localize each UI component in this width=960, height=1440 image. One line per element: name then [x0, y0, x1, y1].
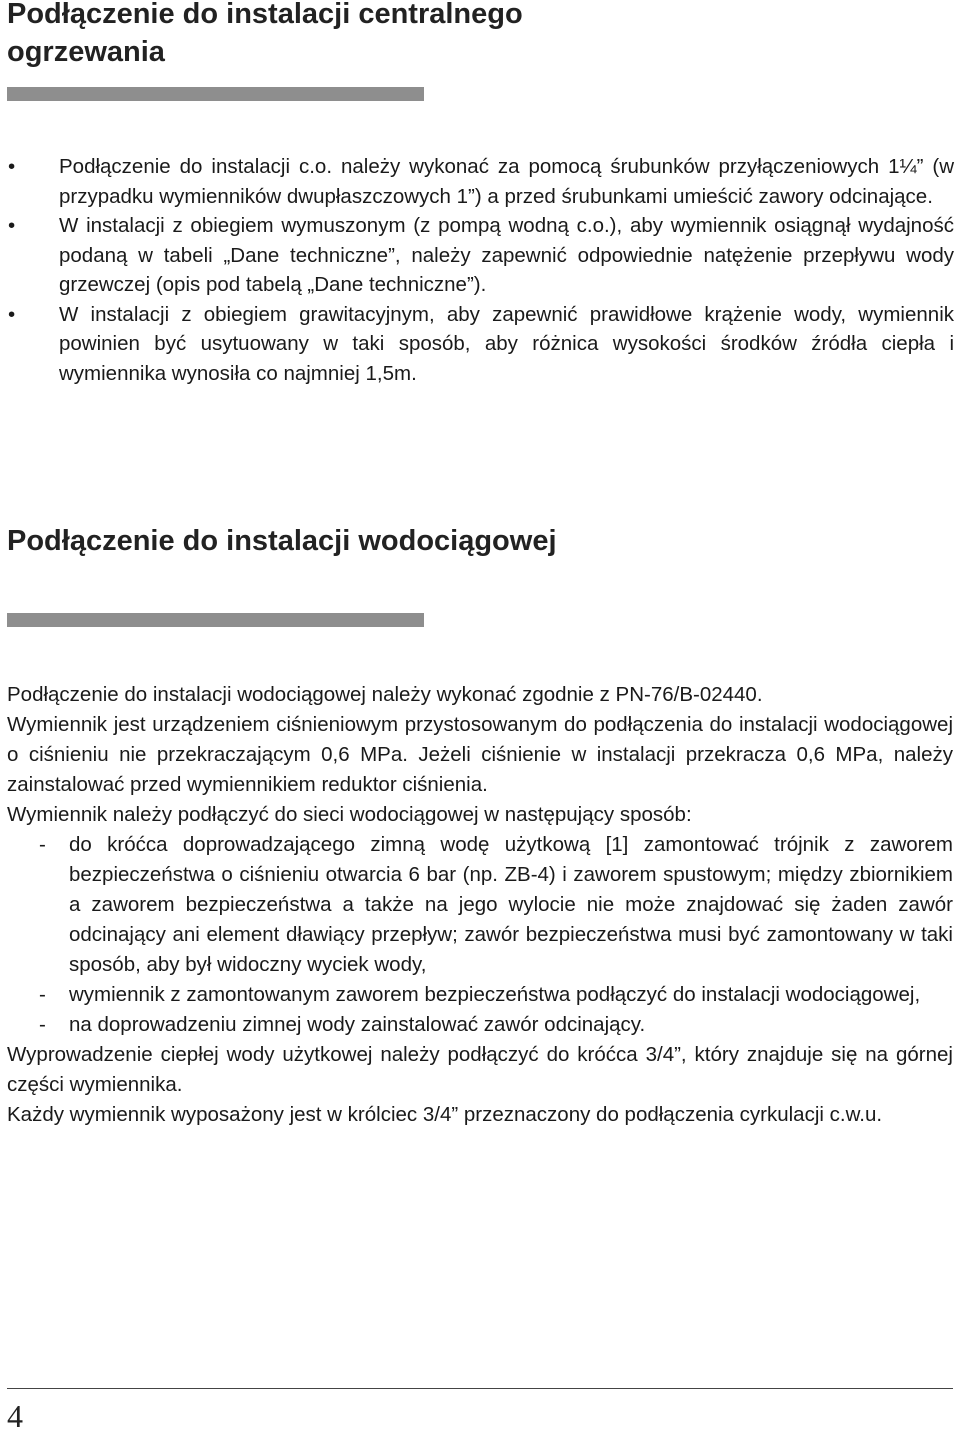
bullet-item: [0, 300, 960, 389]
page-number: 4: [7, 1398, 23, 1434]
list-item: [7, 830, 953, 980]
list-item-text: na doprowadzeniu zimnej wody zainstalować zawór odcinający.: [69, 1013, 646, 1036]
dash-list: [7, 830, 953, 1040]
paragraph: Wyprowadzenie ciepłej wody użytkowej należy podłączyć do króćca 3/4”, który znajduje się na górnej części wymiennika.: [7, 1043, 953, 1096]
section-body: [7, 680, 953, 1130]
footer-divider: [7, 1388, 953, 1389]
list-item: [7, 1010, 953, 1040]
paragraph: Wymiennik jest urządzeniem ciśnieniowym przystosowanym do podłączenia do instalacji wodociągowej o ciśnieniu nie przekraczającym 0,6 MPa. Jeżeli ciśnienie w instalacji przekracza 0,6 MPa, należy zainstalować przed wymiennikiem reduktor ciśnienia.: [7, 713, 953, 796]
list-item: [7, 980, 953, 1010]
section-title: Podłączenie do instalacji wodociągowej: [7, 525, 557, 557]
bullet-icon: •: [8, 155, 16, 178]
title-underline-bar: [7, 613, 424, 627]
list-item-text: wymiennik z zamontowanym zaworem bezpieczeństwa podłączyć do instalacji wodociągowej,: [69, 983, 921, 1006]
bullet-text: W instalacji z obiegiem wymuszonym (z pompą wodną c.o.), aby wymiennik osiągnął wydajność podaną w tabeli „Dane techniczne”, należy zapewnić odpowiednie natężenie przepływu wody grzewczej (opis pod tabelą „Dane techniczne”).: [59, 214, 954, 296]
paragraph: Wymiennik należy podłączyć do sieci wodociągowej w następujący sposób:: [7, 803, 692, 826]
section-title: Podłączenie do instalacji centralnego ogrzewania: [7, 0, 523, 68]
dash-icon: -: [39, 983, 46, 1006]
dash-icon: -: [39, 833, 46, 856]
bullet-icon: •: [8, 214, 16, 237]
bullet-list: [0, 152, 960, 388]
paragraph: Podłączenie do instalacji wodociągowej należy wykonać zgodnie z PN-76/B-02440.: [7, 683, 763, 706]
bullet-item: [0, 211, 960, 300]
dash-icon: -: [39, 1013, 46, 1036]
bullet-item: [0, 152, 960, 211]
title-underline-bar: [7, 87, 424, 101]
bullet-text: Podłączenie do instalacji c.o. należy wykonać za pomocą śrubunków przyłączeniowych 1¼” (w przypadku wymienników dwupłaszczowych 1”) a przed śrubunkami umieścić zawory odcinające.: [59, 155, 954, 208]
paragraph: Każdy wymiennik wyposażony jest w królciec 3/4” przeznaczony do podłączenia cyrkulacji c.w.u.: [7, 1103, 883, 1126]
bullet-icon: •: [8, 302, 16, 326]
list-item-text: do króćca doprowadzającego zimną wodę użytkową [1] zamontować trójnik z zaworem bezpieczeństwa o ciśnieniu otwarcia 6 bar (np. ZB-4) i zaworem spustowym; między zbiornikiem a zaworem bezpieczeństwa a także na jego wylocie nie może znajdować się żaden zawór odcinający ani element dławiący przepływ; zawór bezpieczeństwa musi być zamontowany w taki sposób, aby był widoczny wyciek wody,: [69, 833, 953, 976]
bullet-text: W instalacji z obiegiem grawitacyjnym, aby zapewnić prawidłowe krążenie wody, wymiennik powinien być usytuowany w taki sposób, aby różnica wysokości środków źródła ciepła i wymiennika wynosiła co najmniej 1,5m.: [59, 302, 954, 385]
